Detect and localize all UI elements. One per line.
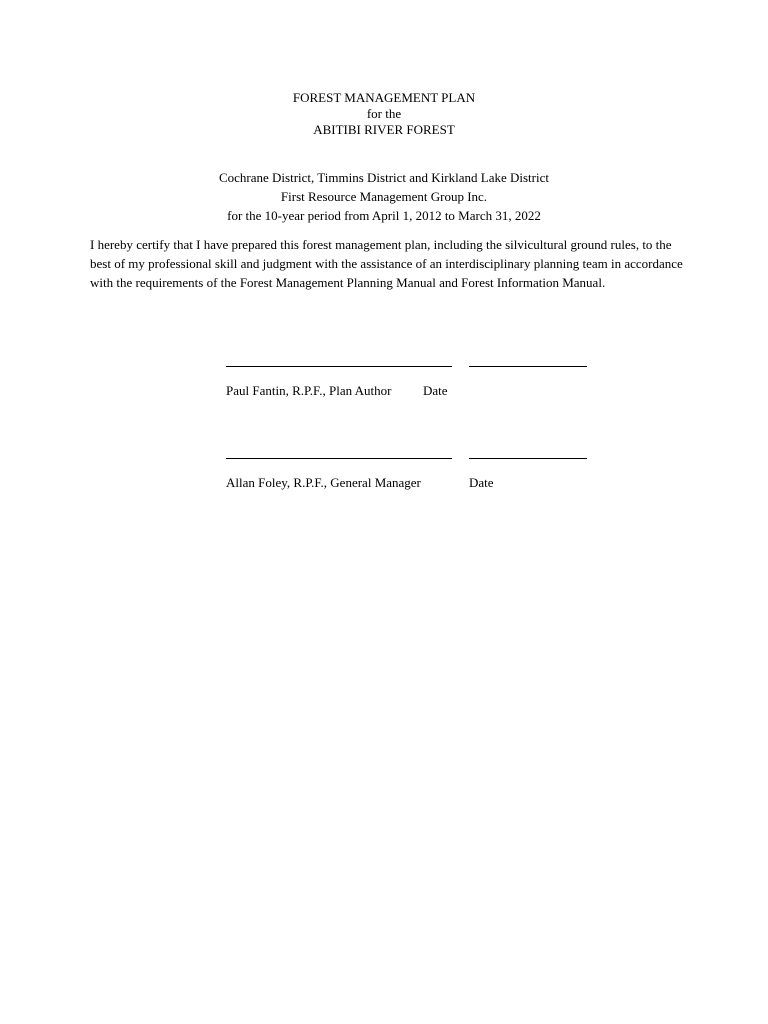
date-line-manager [469,458,587,459]
details-block [0,168,768,225]
period-line: for the 10-year period from April 1, 2012 to March 31, 2022 [227,208,541,223]
date-line-author [469,366,587,367]
signatory-manager-label: Allan Foley, R.P.F., General Manager [226,475,421,490]
document-title: FOREST MANAGEMENT PLAN [292,90,476,105]
title-connector: for the [366,106,402,121]
signature-line-manager [226,458,452,459]
date-label-manager: Date [469,475,494,490]
signature-line-author [226,366,452,367]
company-line: First Resource Management Group Inc. [280,189,488,204]
title-block [0,90,768,138]
date-label-author: Date [423,383,448,398]
forest-name: ABITIBI RIVER FOREST [313,122,455,137]
signatory-author-label: Paul Fantin, R.P.F., Plan Author [226,383,392,398]
certification-paragraph: I hereby certify that I have prepared this forest management plan, including the silvicultural ground rules, to the best of my professional skill and judgment with the assistance of an interdisciplinary planning team in accordance with the requirements of the Forest Management Planning Manual and Forest Information Manual. [90,237,683,290]
districts-line: Cochrane District, Timmins District and Kirkland Lake District [218,170,549,185]
